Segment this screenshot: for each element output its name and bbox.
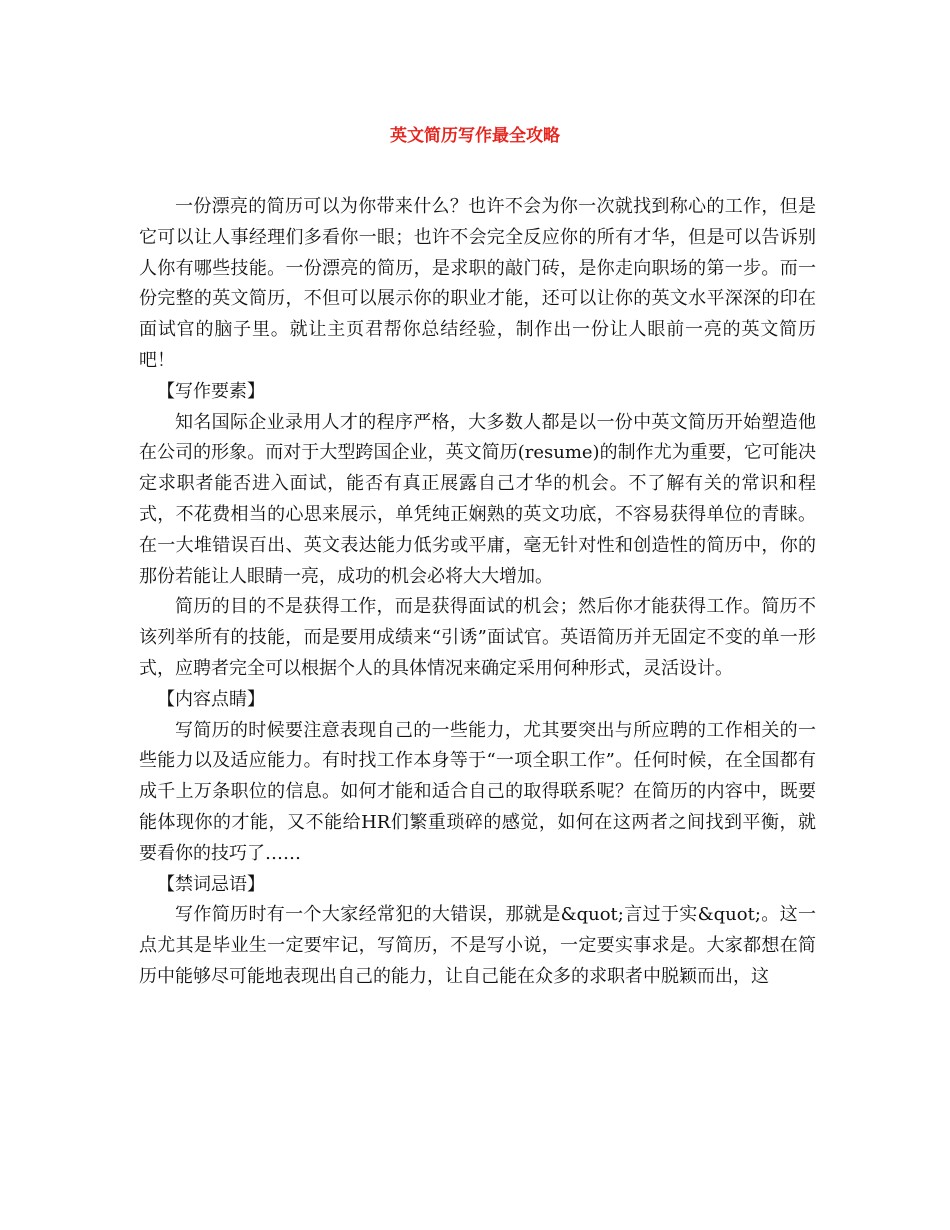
document-body (139, 192, 816, 993)
paragraph-writing-elements: 知名国际企业录用人才的程序严格，大多数人都是以一份中英文简历开始塑造他在公司的形象。而对于大型跨国企业，英文简历(resume)的制作尤为重要，它可能决定求职者能否进入面试，能否有真正展露自己才华的机会。不了解有关的常识和程式，不花费相当的心思来展示，单凭纯正娴熟的英文功底，不容易获得单位的青睐。在一大堆错误百出、英文表达能力低劣或平庸，毫无针对性和创造性的简历中，你的那份若能让人眼睛一亮，成功的机会必将大大增加。 (139, 411, 816, 587)
section-heading-forbidden-words: 【禁词忌语】 (157, 873, 265, 895)
paragraph-resume-purpose: 简历的目的不是获得工作，而是获得面试的机会；然后你才能获得工作。简历不该列举所有的技能，而是要用成绩来“引诱”面试官。英语简历并无固定不变的单一形式，应聘者完全可以根据个人的具体情况来确定采用何种形式，灵活设计。 (139, 596, 816, 679)
section-heading-content-highlights: 【内容点睛】 (157, 688, 265, 710)
paragraph-intro: 一份漂亮的简历可以为你带来什么？也许不会为你一次就找到称心的工作，但是它可以让人事经理们多看你一眼；也许不会完全反应你的所有才华，但是可以告诉别人你有哪些技能。一份漂亮的简历，是求职的敲门砖，是你走向职场的第一步。而一份完整的英文简历，不但可以展示你的职业才能，还可以让你的英文水平深深的印在面试官的脑子里。就让主页君帮你总结经验，制作出一份让人眼前一亮的英文简历吧！ (139, 196, 816, 371)
section-heading-writing-elements: 【写作要素】 (157, 380, 265, 402)
paragraph-content-highlights: 写简历的时候要注意表现自己的一些能力，尤其要突出与所应聘的工作相关的一些能力以及适应能力。有时找工作本身等于“一项全职工作”。任何时候，在全国都有成千上万条职位的信息。如何才能和适合自己的取得联系呢？在简历的内容中，既要能体现你的才能，又不能给HR们繁重琐碎的感觉，如何在这两者之间找到平衡，就要看你的技巧了…… (139, 719, 816, 864)
paragraph-forbidden-words: 写作简历时有一个大家经常犯的大错误，那就是&quot;言过于实&quot;。这一点尤其是毕业生一定要牢记，写简历，不是写小说，一定要实事求是。大家都想在简历中能够尽可能地表现出自己的能力，让自己能在众多的求职者中脱颖而出，这 (139, 904, 816, 987)
document-title: 英文简历写作最全攻略 (390, 126, 560, 146)
